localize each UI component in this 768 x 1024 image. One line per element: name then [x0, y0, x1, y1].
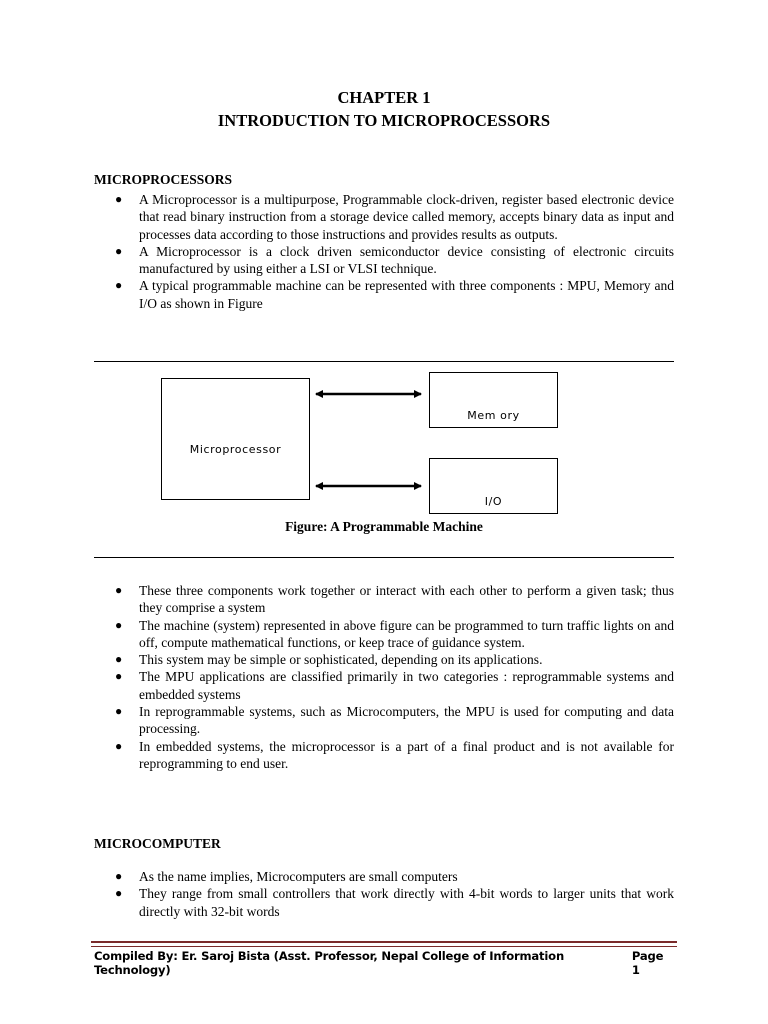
list-item: ● These three components work together or interact with each other to perform a given task; thus they comprise a system — [115, 583, 674, 616]
system-bullet-list — [94, 582, 674, 772]
chapter-title: INTRODUCTION TO MICROPROCESSORS — [217, 111, 551, 130]
bullet-icon: ● — [115, 652, 123, 667]
list-item: ● The MPU applications are classified primarily in two categories : reprogrammable systems and embedded systems — [115, 669, 674, 702]
list-item: ● The machine (system) represented in above figure can be programmed to turn traffic lights on and off, compute mathematical functions, or keep trace of guidance system. — [115, 617, 674, 650]
io-label: I/O — [484, 495, 503, 508]
section-heading-microcomputer: MICROCOMPUTER — [94, 836, 221, 851]
bullet-icon: ● — [115, 869, 123, 883]
list-item: ● This system may be simple or sophisticated, depending on its applications. — [115, 652, 543, 668]
list-item: ● As the name implies, Microcomputers are small computers — [115, 869, 458, 884]
microcomputer-bullet-list — [94, 868, 674, 920]
bullet-icon: ● — [115, 278, 123, 293]
microprocessor-label: Microprocessor — [189, 443, 282, 456]
chapter-number: CHAPTER 1 — [337, 88, 431, 107]
bullet-icon: ● — [115, 886, 123, 901]
memory-label: Mem ory — [467, 409, 520, 422]
list-item: ● They range from small controllers that work directly with 4-bit words to larger units that work directly with 32-bit words — [115, 886, 674, 919]
bullet-icon: ● — [115, 583, 123, 597]
bullet-icon: ● — [115, 669, 123, 684]
bullet-icon: ● — [115, 192, 123, 206]
figure-caption: Figure: A Programmable Machine — [285, 519, 483, 534]
footer-rule-thin — [91, 946, 677, 947]
bullet-icon: ● — [115, 617, 123, 632]
list-item: ● A Microprocessor is a clock driven semiconductor device consisting of electronic circuits manufactured by using either a LSI or VLSI technique. — [115, 243, 674, 277]
bullet-icon: ● — [115, 243, 123, 258]
footer-rule-thick — [91, 941, 677, 943]
section-heading-microprocessors: MICROPROCESSORS — [94, 172, 233, 187]
page-number: Page 1 — [631, 949, 664, 977]
list-item: ● A Microprocessor is a multipurpose, Programmable clock-driven, register based electronic device that read binary instruction from a storage device called memory, accepts binary data as input and processes data according to those instructions and provides results as outputs. — [115, 192, 674, 242]
list-item: ● In reprogrammable systems, such as Microcomputers, the MPU is used for computing and data processing. — [115, 704, 674, 737]
list-item: ● A typical programmable machine can be represented with three components : MPU, Memory and I/O as shown in Figure — [115, 278, 674, 311]
page-footer — [94, 949, 674, 977]
bullet-icon: ● — [115, 704, 123, 719]
figure-bottom-rule — [94, 557, 674, 558]
list-item: ● In embedded systems, the microprocessor is a part of a final product and is not available for reprogramming to end user. — [115, 738, 674, 771]
footer-credit: Compiled By: Er. Saroj Bista (Asst. Professor, Nepal College of Information Technology) — [94, 949, 564, 977]
bullet-icon: ● — [115, 738, 123, 753]
